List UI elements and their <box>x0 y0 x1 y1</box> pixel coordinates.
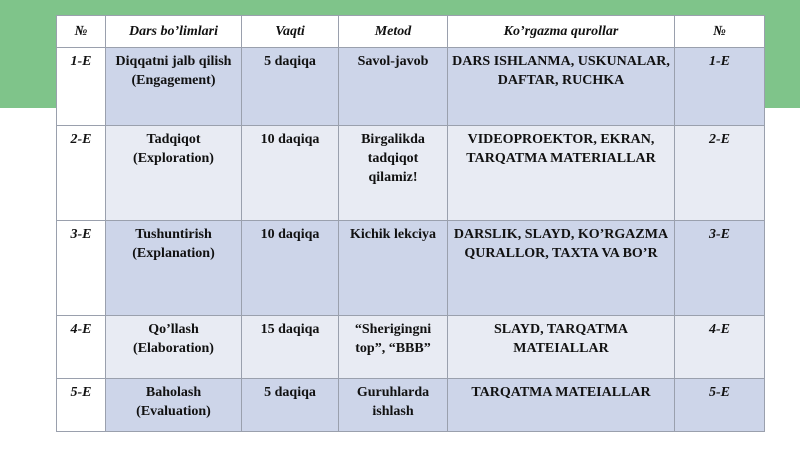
tools-cell: DARS ISHLANMA, USKUNALAR, DAFTAR, RUCHKA <box>448 48 675 126</box>
section-cell <box>106 379 242 432</box>
header-time: Vaqti <box>242 16 339 48</box>
time-cell: 5 daqiqa <box>242 48 339 126</box>
header-sections: Dars bo’limlari <box>106 16 242 48</box>
row-number-right: 2-E <box>675 126 765 221</box>
table-row <box>57 48 765 126</box>
row-number-right: 1-E <box>675 48 765 126</box>
header-tools: Ko’rgazma qurollar <box>448 16 675 48</box>
row-number: 5-E <box>57 379 106 432</box>
method-cell: Savol-javob <box>339 48 448 126</box>
table-row <box>57 379 765 432</box>
section-cell <box>106 48 242 126</box>
section-name: Baholash <box>145 385 202 400</box>
header-number-right: № <box>675 16 765 48</box>
method-cell: Birgalikda tadqiqot qilamiz! <box>339 126 448 221</box>
time-cell: 5 daqiqa <box>242 379 339 432</box>
tools-cell: VIDEOPROEKTOR, EKRAN, TARQATMA MATERIALLAR <box>448 126 675 221</box>
section-english: (Evaluation) <box>136 404 211 419</box>
table-header-row <box>57 16 765 48</box>
section-name: Qo’llash <box>148 322 199 337</box>
row-number: 2-E <box>57 126 106 221</box>
section-cell <box>106 316 242 379</box>
method-cell: “Sherigingni top”, “BBB” <box>339 316 448 379</box>
time-cell: 10 daqiqa <box>242 221 339 316</box>
section-cell <box>106 221 242 316</box>
tools-cell: DARSLIK, SLAYD, KO’RGAZMA QURALLOR, TAXTA VA BO’R <box>448 221 675 316</box>
row-number-right: 3-E <box>675 221 765 316</box>
row-number: 4-E <box>57 316 106 379</box>
row-number: 3-E <box>57 221 106 316</box>
table-row <box>57 221 765 316</box>
lesson-plan-table <box>56 15 765 432</box>
tools-cell: TARQATMA MATEIALLAR <box>448 379 675 432</box>
header-method: Metod <box>339 16 448 48</box>
section-english: (Engagement) <box>131 73 216 88</box>
tools-cell: SLAYD, TARQATMA MATEIALLAR <box>448 316 675 379</box>
row-number: 1-E <box>57 48 106 126</box>
section-english: (Explanation) <box>132 246 215 261</box>
method-cell: Kichik lekciya <box>339 221 448 316</box>
section-name: Tushuntirish <box>135 227 212 242</box>
row-number-right: 5-E <box>675 379 765 432</box>
table-row <box>57 126 765 221</box>
section-name: Diqqatni jalb qilish <box>115 54 232 69</box>
time-cell: 10 daqiqa <box>242 126 339 221</box>
row-number-right: 4-E <box>675 316 765 379</box>
section-name: Tadqiqot <box>146 132 201 147</box>
header-number: № <box>57 16 106 48</box>
time-cell: 15 daqiqa <box>242 316 339 379</box>
method-cell: Guruhlarda ishlash <box>339 379 448 432</box>
table-row <box>57 316 765 379</box>
section-english: (Exploration) <box>133 151 214 166</box>
section-cell <box>106 126 242 221</box>
section-english: (Elaboration) <box>133 341 214 356</box>
